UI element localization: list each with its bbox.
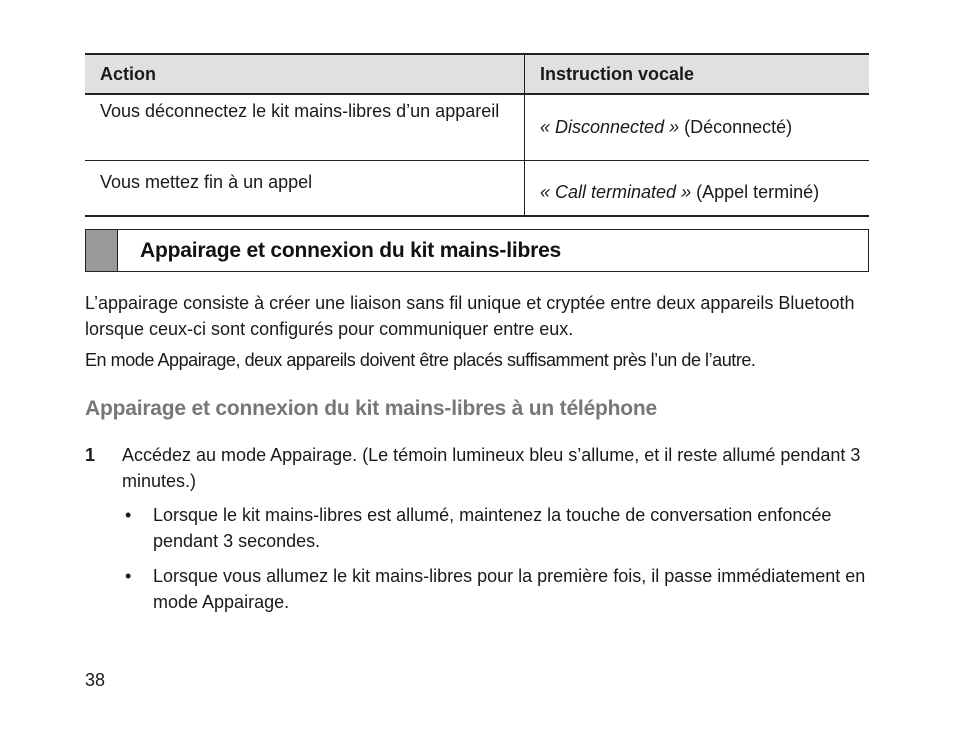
table-cell-action: Vous déconnectez le kit mains-libres d’un appareil	[85, 94, 525, 161]
section-title: Appairage et connexion du kit mains-libres	[140, 238, 562, 262]
page-content	[85, 53, 869, 612]
proximity-paragraph: En mode Appairage, deux appareils doivent être placés suffisamment près l’un de l’autre.	[85, 350, 756, 370]
section-header	[85, 229, 869, 272]
column-header-action: Action	[85, 54, 525, 94]
bullet-item	[122, 502, 869, 554]
table-header-row	[85, 54, 869, 94]
voice-instruction-table	[85, 53, 869, 217]
table-cell-action: Vous mettez fin à un appel	[85, 161, 525, 217]
page-number: 38	[85, 670, 106, 690]
bullet-item	[122, 563, 869, 615]
intro-paragraph: L’appairage consiste à créer une liaison sans fil unique et cryptée entre deux appareils Bluetooth lorsque ceux-ci sont configurés pour communiquer entre eux.	[85, 293, 855, 339]
step-item	[85, 442, 869, 494]
bullet-icon: •	[125, 505, 132, 525]
subsection-heading: Appairage et connexion du kit mains-libres à un téléphone	[85, 397, 658, 420]
section-marker-block	[86, 230, 118, 271]
table-cell-instruction	[525, 161, 870, 217]
voice-prompt-translation: (Déconnecté)	[679, 117, 793, 137]
table-cell-instruction	[525, 94, 870, 161]
voice-prompt-translation: (Appel terminé)	[691, 181, 820, 202]
table-row	[85, 161, 869, 217]
table-row	[85, 94, 869, 161]
bullet-icon: •	[125, 566, 132, 586]
step-text: Accédez au mode Appairage. (Le témoin lumineux bleu s’allume, et il reste allumé pendant 3 minutes.)	[122, 445, 861, 491]
voice-prompt-text: « Call terminated »	[540, 181, 692, 202]
bullet-text: Lorsque vous allumez le kit mains-libres pour la première fois, il passe immédiatement en mode Appairage.	[153, 566, 866, 612]
voice-prompt-text: « Disconnected »	[540, 117, 680, 137]
bullet-text: Lorsque le kit mains-libres est allumé, maintenez la touche de conversation enfoncée pendant 3 secondes.	[153, 505, 832, 551]
column-header-instruction: Instruction vocale	[525, 54, 870, 94]
step-number: 1	[85, 445, 96, 465]
